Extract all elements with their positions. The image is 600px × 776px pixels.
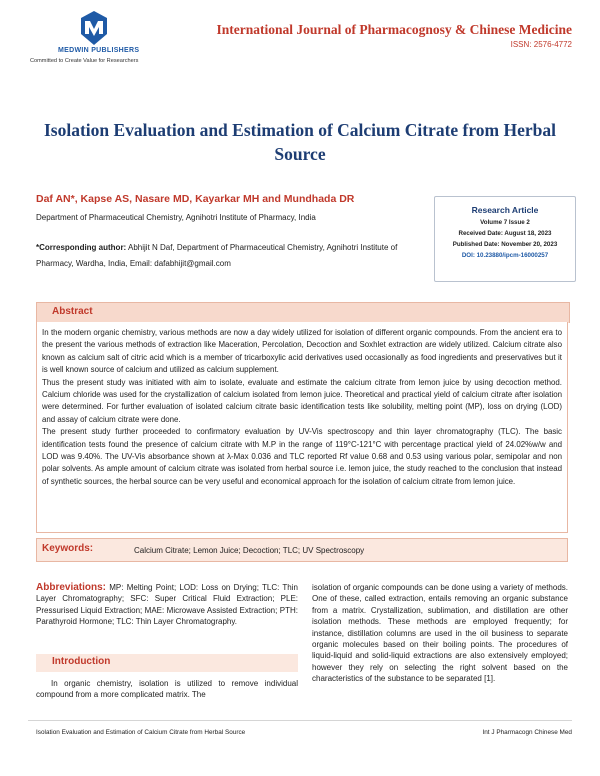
- paper-title: Isolation Evaluation and Estimation of Calcium Citrate from Herbal Source: [43, 120, 557, 164]
- published-date: Published Date: November 20, 2023: [452, 241, 558, 248]
- abbreviations-text: MP: Melting Point; LOD: Loss on Drying; TLC: Thin Layer Chromatography; SFC: Super Critical Fluid Extraction; PLE: Pressurised Liquid Extraction; MAE: Microwave Assisted Extraction; PTH: Parathyroid Hormone; TLC: Thin Layer Chromatography.: [36, 583, 298, 627]
- issn: ISSN: 2576-4772: [510, 40, 572, 49]
- corresponding-author: [36, 240, 426, 272]
- introduction-heading: Introduction: [52, 656, 111, 667]
- abstract-paragraph: In the modern organic chemistry, various methods are now a day widely utilized for isolation of different organic compounds. From the ancient era to the present the various methods of extraction like Maceration, Percolation, Decoction and Soxhlet extraction are widely utilized. Calcium citrate also known as calcium salt of citric acid which is a member of tricarboxylic acid derivatives used occasionally as food ingredients and preservatives but it is well known source of calcium and utilized as calcium supplement.: [42, 328, 562, 375]
- abstract-body: [42, 327, 562, 488]
- corresponding-author-label: *Corresponding author:: [36, 243, 127, 252]
- volume-issue: Volume 7 Issue 2: [480, 219, 530, 226]
- doi-link[interactable]: DOI: 10.23880/ipcm-16000257: [461, 252, 549, 259]
- abstract-heading: Abstract: [52, 306, 93, 317]
- keywords-box: [36, 538, 568, 562]
- publisher-name: MEDWIN PUBLISHERS: [58, 47, 140, 54]
- abstract-paragraph: The present study further proceeded to confirmatory evaluation by UV-Vis spectroscopy and thin layer chromatography (TLC). The basic identification tests found the presence of calcium citrate with M.P in the range of 119°C-121°C with percentage practical yield of 24.02%w/w and LOD was 9.40%. The UV-Vis absorbance shown at λ-Max 0.036 and TLC reported Rf value 0.68 and 0.53 using various polar, semipolar and non polar solvents. As ample amount of calcium citrate was isolated from herbal source i.e. lemon juice, the study reached to the conclusion that instead of synthetic sources, the herbal source can be very useful and economical approach for the isolation of calcium citrate from lemon juice.: [42, 427, 562, 486]
- article-type: Research Article: [471, 205, 539, 215]
- corresponding-author-text: Abhijit N Daf, Department of Pharmaceutical Chemistry, Agnihotri Institute of Pharmacy, Wardha, India, Email: dafabhijit@gmail.com: [36, 243, 398, 268]
- keywords-value: Calcium Citrate; Lemon Juice; Decoction; TLC; UV Spectroscopy: [134, 546, 365, 555]
- affiliation: Department of Pharmaceutical Chemistry, Agnihotri Institute of Pharmacy, India: [36, 213, 316, 222]
- abstract-paragraph: Thus the present study was initiated with aim to isolate, evaluate and estimate the calcium citrate from lemon juice by using decoction method. Calcium chloride was used for the crystallization of calcium isolated from lemon juice. Theoretical and practical yield of calcium citrate after isolation were determined. For further evaluation of isolated calcium citrate basic identification tests like solubility, melting point (MP), loss on drying (LOD) and assay of calcium citrate were done.: [42, 377, 562, 424]
- footer-journal-abbrev: Int J Pharmacogn Chinese Med: [482, 729, 572, 736]
- medwin-logo-icon: [80, 10, 108, 46]
- introduction-text: In organic chemistry, isolation is utilized to remove individual compound from a more complicated matrix. The: [36, 679, 298, 700]
- keywords-label: Keywords:: [42, 543, 94, 554]
- introduction-header: [36, 654, 298, 672]
- abbreviations: [36, 582, 298, 628]
- footer-running-title: Isolation Evaluation and Estimation of Calcium Citrate from Herbal Source: [36, 729, 246, 736]
- journal-title: International Journal of Pharmacognosy & Chinese Medicine: [216, 22, 572, 37]
- body-right-column: isolation of organic compounds can be done using a variety of methods. One of these, called extraction, entails removing an organic substance from a matrix. Crystallization, sublimation, and distillation are other isolation methods. These methods are employed frequently; for instance, distillation columns are used in the oil business to separate organic molecules based on their boiling points. The procedures of liquid-liquid and solid-liquid extractions are also extensively employed; however they rely on selecting the right solvent based on the characteristics of the substance to be separated [1].: [312, 583, 568, 684]
- article-info-box: [434, 196, 576, 282]
- abbreviations-label: Abbreviations:: [36, 582, 107, 593]
- author-list: Daf AN*, Kapse AS, Nasare MD, Kayarkar MH and Mundhada DR: [36, 193, 355, 205]
- publisher-tagline: Committed to Create Value for Researchers: [30, 58, 139, 64]
- abstract-header: [36, 302, 570, 323]
- footer-divider: [28, 720, 572, 721]
- received-date: Received Date: August 18, 2023: [458, 230, 552, 237]
